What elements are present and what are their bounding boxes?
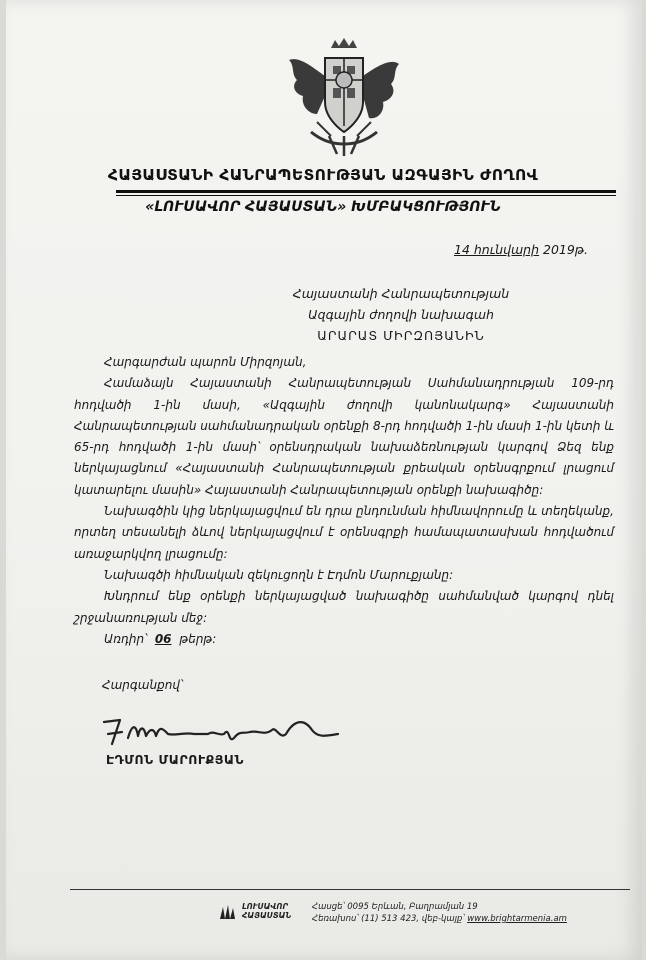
attachment-line [74, 629, 614, 650]
faction-title: «ԼՈՒՍԱՎՈՐ ՀԱՅԱՍՏԱՆ» ԽՄԲԱԿՑՈՒԹՅՈՒՆ [145, 199, 501, 215]
date-year: 2019թ. [543, 242, 589, 257]
footer-brand [242, 903, 291, 920]
addressee-line1: Հայաստանի Հանրապետության [292, 286, 510, 301]
attachment-label: Առդիր՝ [104, 631, 147, 646]
armenian-coat-of-arms-icon [281, 36, 407, 162]
organization-title: ՀԱՅԱՍՏԱՆԻ ՀԱՆՐԱՊԵՏՈՒԹՅԱՆ ԱԶԳԱՅԻՆ ԺՈՂՈՎ [107, 166, 539, 184]
letter-body [74, 352, 614, 650]
addressee-line2: Ազգային ժողովի նախագահ [308, 307, 494, 322]
attachment-unit: թերթ: [179, 631, 217, 646]
paragraph-2: Նախագծին կից ներկայացվում են դրա ընդունման հիմնավորումը և տեղեկանք, որտեղ տեսանելի ձևով ներկայացվում է օրենսգրքի համապատասխան հոդվածում առաջարկվող լրացումը: [74, 504, 614, 561]
greeting: Հարգարժան պարոն Միրզոյան, [104, 355, 307, 369]
footer-phone-line [312, 913, 567, 925]
footer-address: Հասցե՝ 0095 Երևան, Բաղրամյան 19 [312, 902, 478, 912]
letter-date [454, 242, 588, 257]
footer-rule [70, 889, 630, 890]
closing: Հարգանքով՝ [102, 678, 183, 692]
footer-website-link[interactable]: www.brightarmenia.am [467, 914, 567, 924]
signer-name: ԷԴՄՈՆ ՄԱՐՈՒՔՅԱՆ [106, 752, 244, 767]
footer-contact [312, 901, 567, 925]
date-day-month: 14 հունվարի [454, 242, 540, 257]
paragraph-1: Համաձայն Հայաստանի Հանրապետության Սահմանադրության 109-րդ հոդվածի 1-ին մասի, «Ազգային ժողովի կանոնակարգ» Հայաստանի Հանրապետության սահմանադրական օրենքի 8-րդ հոդվածի 1-ին մասի 1-ին կետի և 65-րդ հոդվածի 1-ին մասի՝ օրենսդրական նախաձեռնության կարգով Ձեզ ենք ներկայացնում «Հայաստանի Հանրապետության քրեական օրենսգրքում լրացում կատարելու մասին» Հայաստանի Հանրապետության օրենքի նախագիծը: [74, 376, 614, 497]
footer-brand-line2: ՀԱՅԱՍՏԱՆ [242, 910, 292, 920]
letter-page [6, 0, 642, 960]
footer-phone: Հեռախոս՝ (11) 513 423, վեբ-կայք՝ [312, 914, 465, 924]
header-rule-thick [116, 190, 616, 193]
addressee-name: ԱՐԱՐԱՏ ՄԻՐԶՈՅԱՆԻՆ [317, 328, 485, 343]
paragraph-4: Խնդրում ենք օրենքի ներկայացված նախագիծը սահմանված կարգով դնել շրջանառության մեջ: [74, 589, 614, 625]
handwritten-signature [98, 700, 348, 752]
paragraph-3: Նախագծի հիմնական զեկուցողն է Էդմոն Մարուքյանը: [104, 567, 454, 582]
header-rule-thin [116, 195, 616, 196]
party-logo-icon [218, 903, 238, 921]
footer-brand-line1: ԼՈՒՍԱՎՈՐ [242, 902, 289, 911]
addressee-block [236, 283, 566, 346]
attachment-pages: 06 [154, 631, 172, 646]
